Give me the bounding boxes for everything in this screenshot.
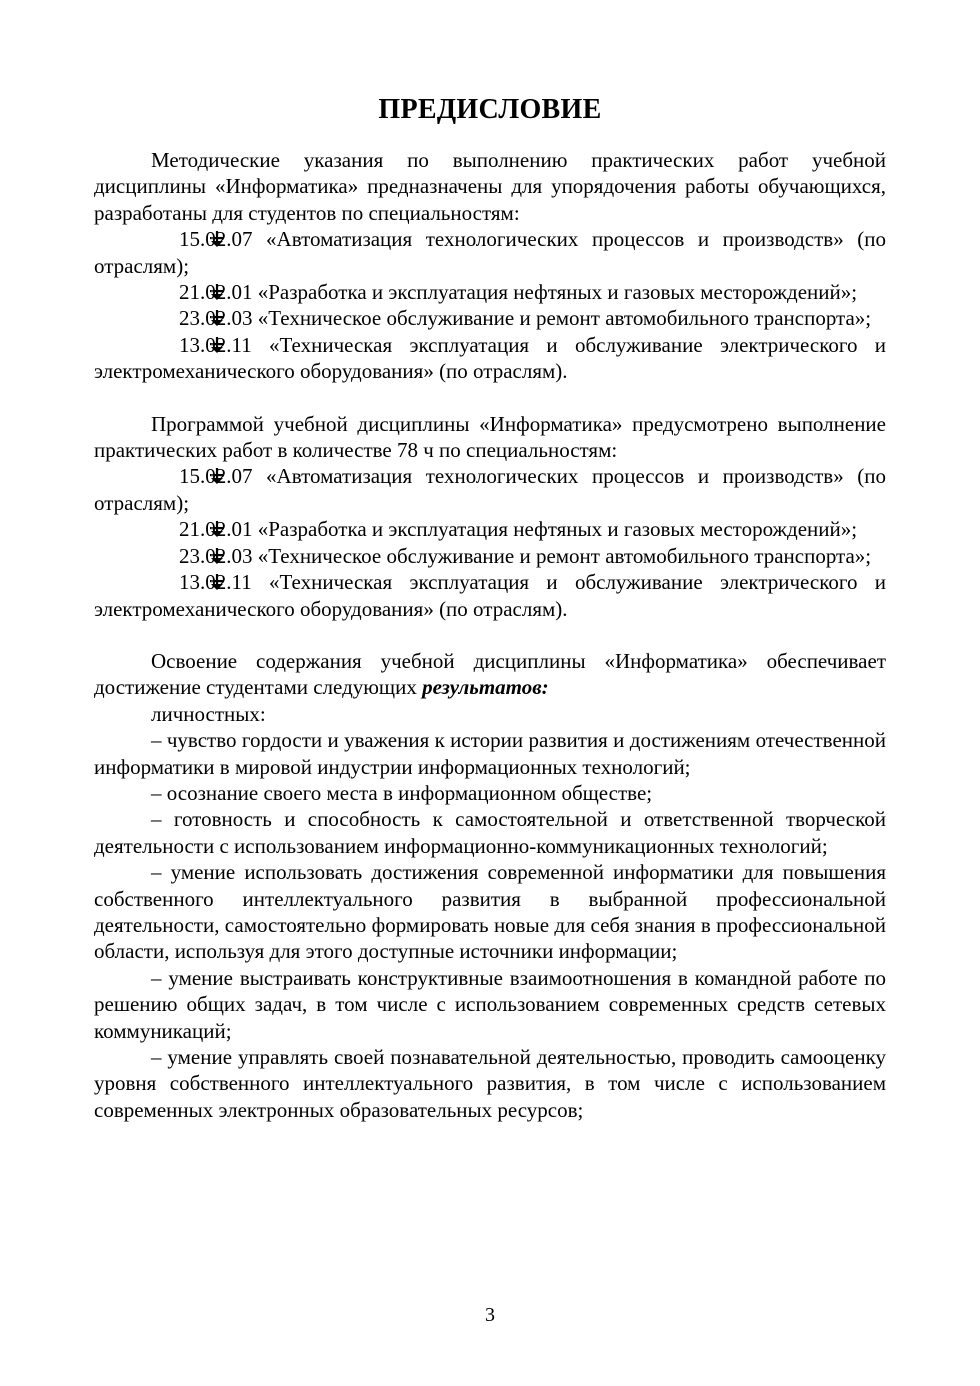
results-paragraph (94, 648, 886, 701)
list-item (94, 463, 886, 516)
list-item-text: 15.02.07 «Автоматизация технологических процессов и производств» (по отраслям); (94, 227, 886, 278)
list-item (94, 569, 886, 622)
results-emphasis: результатов: (422, 675, 549, 700)
list-item (94, 226, 886, 279)
page-title: ПРЕДИСЛОВИЕ (378, 94, 602, 125)
intro-paragraph-1: Методические указания по выполнению практических работ учебной дисциплины «Информатика» предназначены для упорядочения работы обучающихся, разработаны для студентов по специальностям: (94, 148, 886, 225)
personal-label: личностных: (151, 701, 266, 726)
arrow-down-icon (151, 571, 169, 589)
specialty-list-1 (94, 226, 886, 384)
results-intro-text: Освоение содержания учебной дисциплины «Информатика» обеспечивает достижение студентами следующих (94, 648, 886, 700)
personal-results-list (94, 727, 886, 1123)
list-item (94, 305, 886, 331)
list-item-text: 23.02.03 «Техническое обслуживание и ремонт автомобильного транспорта»; (179, 306, 872, 331)
page-number: 3 (485, 1304, 495, 1326)
arrow-down-icon (151, 465, 169, 483)
arrow-down-icon (151, 518, 169, 536)
list-item: – умение использовать достижения современной информатики для повышения собственного интеллектуального развития в выбранной профессиональной деятельности, самостоятельно формировать новые для себя знания в профессиональной области, используя для этого доступные источники информации; (94, 860, 886, 964)
specialty-list-2 (94, 463, 886, 621)
arrow-down-icon (151, 307, 169, 325)
list-item-text: 13.02.11 «Техническая эксплуатация и обслуживание электрического и электромеханического оборудования» (по отраслям). (94, 570, 886, 621)
list-item: – осознание своего места в информационном обществе; (151, 780, 653, 805)
list-item-text: 15.02.07 «Автоматизация технологических процессов и производств» (по отраслям); (94, 464, 886, 515)
spacer (94, 385, 886, 411)
list-item (94, 332, 886, 385)
list-item (94, 516, 886, 542)
list-item (94, 543, 886, 569)
arrow-down-icon (151, 228, 169, 246)
arrow-down-icon (151, 545, 169, 563)
list-item-text: 13.02.11 «Техническая эксплуатация и обслуживание электрического и электромеханического оборудования» (по отраслям). (94, 332, 886, 384)
page-content (94, 93, 886, 1123)
list-item-text: 21.02.01 «Разработка и эксплуатация нефтяных и газовых месторождений»; (179, 280, 858, 305)
list-item: – умение выстраивать конструктивные взаимоотношения в командной работе по решению общих задач, в том числе с использованием современных средств сетевых коммуникаций; (94, 965, 886, 1043)
arrow-down-icon (151, 281, 169, 299)
list-item: – умение управлять своей познавательной деятельностью, проводить самооценку уровня собственного интеллектуального развития, в том числе с использованием современных электронных образовательных ресурсов; (94, 1045, 886, 1122)
list-item-text: 21.02.01 «Разработка и эксплуатация нефтяных и газовых месторождений»; (179, 517, 858, 542)
list-item: – чувство гордости и уважения к истории развития и достижениям отечественной информатики в мировой индустрии информационных технологий; (94, 728, 886, 779)
intro-paragraph-2: Программой учебной дисциплины «Информатика» предусмотрено выполнение практических работ в количестве 78 ч по специальностям: (94, 411, 886, 463)
list-item: – готовность и способность к самостоятельной и ответственной творческой деятельности с использованием информационно-коммуникационных технологий; (94, 807, 886, 858)
arrow-down-icon (151, 334, 169, 352)
spacer (94, 622, 886, 648)
list-item-text: 23.02.03 «Техническое обслуживание и ремонт автомобильного транспорта»; (179, 543, 872, 568)
list-item (94, 279, 886, 305)
